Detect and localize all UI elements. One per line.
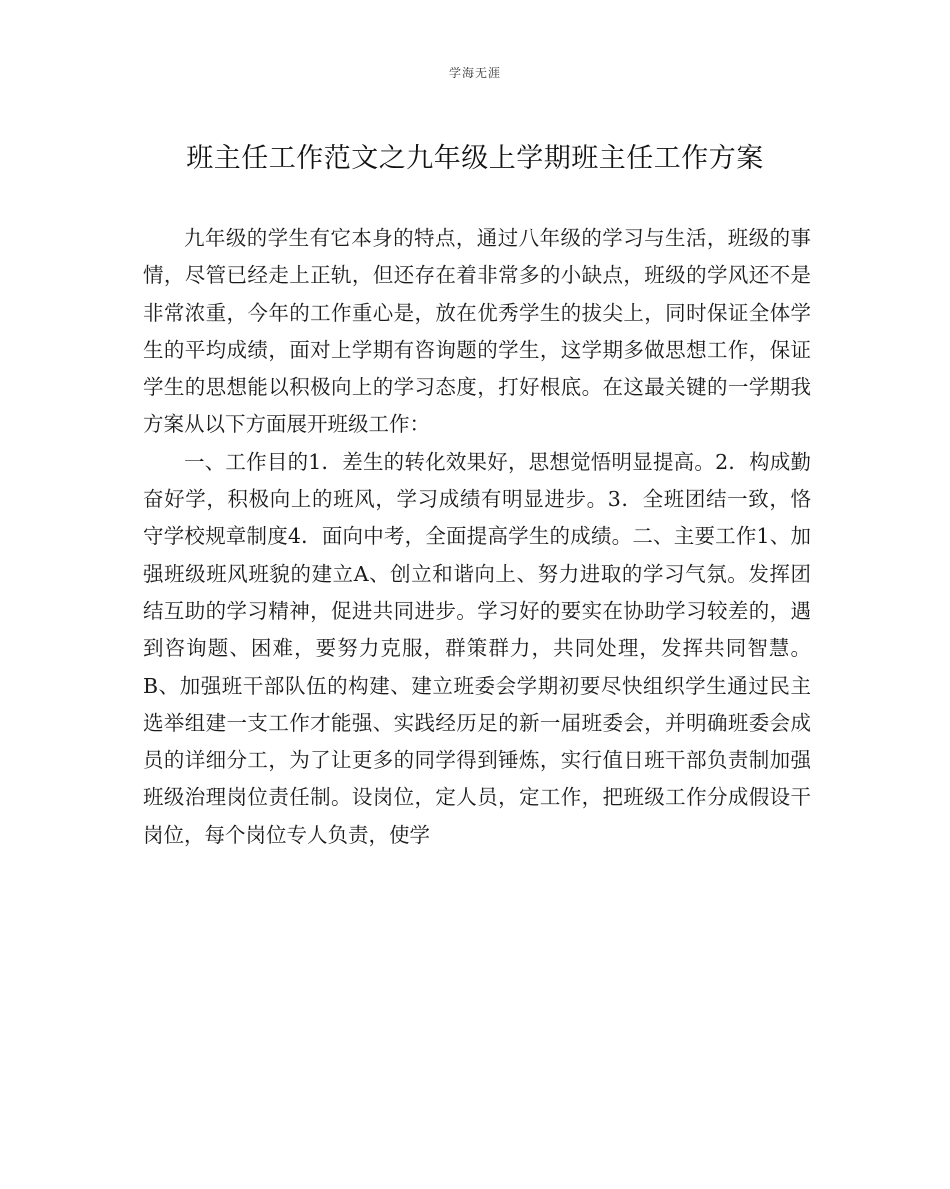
- page-header: 学海无涯: [448, 66, 501, 80]
- paragraph-intro: 九年级的学生有它本身的特点，通过八年级的学习与生活，班级的事情，尽管已经走上正轨，但还存在着非常多的小缺点，班级的学风还不是非常浓重，今年的工作重心是，放在优秀学生的拔尖上，同时保证全体学生的平均成绩，面对上学期有咨询题的学生，这学期多做思想工作，保证学生的思想能以积极向上的学习态度，打好根底。在这最关键的一学期我方案从以下方面展开班级工作：: [143, 226, 811, 437]
- paragraph-goals-and-work: 一、工作目的1．差生的转化效果好，思想觉悟明显提高。2．构成勤奋好学，积极向上的班风，学习成绩有明显进步。3．全班团结一致，恪守学校规章制度4．面向中考，全面提高学生的成绩。二、主要工作1、加强班级班风班貌的建立A、创立和谐向上、努力进取的学习气氛。发挥团结互助的学习精神，促进共同进步。学习好的要实在协助学习较差的，遇到咨询题、困难，要努力克服，群策群力，共同处理，发挥共同智慧。B、加强班干部队伍的构建、建立班委会学期初要尽快组织学生通过民主选举组建一支工作才能强、实践经历足的新一届班委会，并明确班委会成员的详细分工，为了让更多的同学得到锤炼，实行值日班干部负责制加强班级治理岗位责任制。设岗位，定人员，定工作，把班级工作分成假设干岗位，每个岗位专人负责，使学: [143, 449, 811, 847]
- document-title: 班主任工作范文之九年级上学期班主任工作方案: [186, 143, 764, 174]
- document-body: [143, 220, 811, 854]
